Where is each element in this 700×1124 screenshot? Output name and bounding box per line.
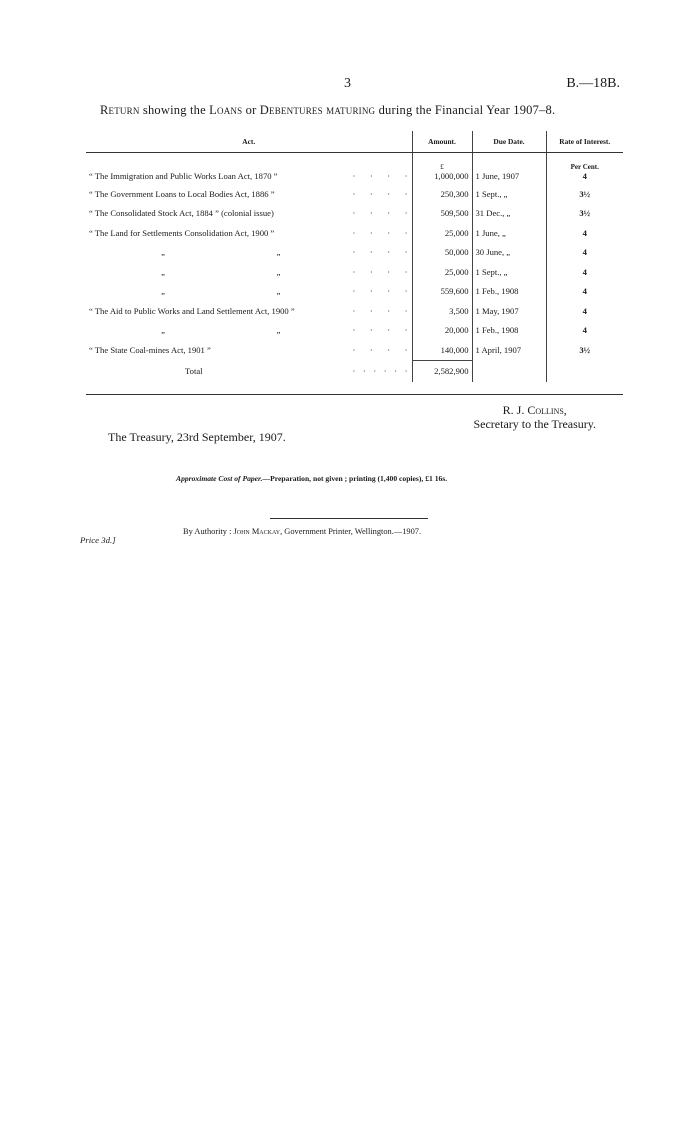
act-cell (86, 243, 412, 263)
dot-leader: · · · · · · (352, 365, 409, 376)
amount-cell (412, 321, 472, 341)
dot-leader: · · · · (352, 208, 409, 219)
act-cell (86, 204, 412, 224)
rate-cell (546, 340, 623, 360)
rate-value: 4 (582, 305, 587, 316)
act-cell (86, 262, 412, 282)
act-cell (86, 223, 412, 243)
rate-value: 4 (582, 171, 587, 181)
footer-rule (270, 518, 428, 519)
authority-line (183, 527, 421, 536)
amount-cell (412, 243, 472, 263)
due-date-cell: 1 Feb., 1908 (472, 282, 546, 302)
page-number: 3 (344, 76, 351, 91)
table-header-row (86, 131, 623, 153)
title-words-showing: showing the (142, 103, 206, 117)
rate-value: 4 (582, 247, 587, 258)
ditto-marks: „ „ (161, 325, 281, 336)
treasury-date-line: The Treasury, 23rd September, 1907. (108, 430, 286, 444)
amount-value: 3,500 (449, 305, 469, 316)
amount-cell (412, 184, 472, 204)
table-row (86, 243, 623, 263)
table-row (86, 282, 623, 302)
signatory-title: Secretary to the Treasury. (473, 417, 596, 431)
rate-value: 4 (582, 286, 587, 297)
dot-leader: · · · · (352, 188, 409, 199)
rate-cell (546, 301, 623, 321)
amount-value: 140,000 (440, 344, 469, 355)
rate-cell (546, 282, 623, 302)
title-words-during: during the Financial Year 1907–8. (378, 103, 556, 117)
act-cell (86, 340, 412, 360)
act-cell (86, 321, 412, 341)
total-row (86, 360, 623, 382)
dot-leader: · · · · (352, 286, 409, 297)
amount-value: 1,000,000 (434, 171, 469, 181)
dot-leader: · · · · (352, 266, 409, 277)
rate-cell (546, 204, 623, 224)
printer-name: John Mackay, (233, 527, 283, 536)
authority-suffix: Government Printer, Wellington.—1907. (284, 527, 422, 536)
price-note: Price 3d.] (80, 535, 116, 545)
table-row (86, 153, 623, 185)
rate-value: 3½ (579, 345, 591, 355)
amount-value: 20,000 (444, 325, 469, 336)
total-cell (86, 360, 412, 382)
rate-value: 3½ (579, 208, 591, 219)
act-cell (86, 282, 412, 302)
amount-cell (412, 301, 472, 321)
ditto-marks: „ „ (161, 266, 281, 277)
dot-leader: · · · · (352, 345, 409, 355)
cost-note (176, 474, 447, 483)
act-name: “ The State Coal-mines Act, 1901 ” (89, 345, 211, 355)
due-date-cell: 1 April, 1907 (472, 340, 546, 360)
header-act: Act. (86, 131, 412, 153)
document-title (100, 103, 555, 118)
table-row (86, 301, 623, 321)
due-date-cell: 31 Dec., „ (472, 204, 546, 224)
rate-value: 4 (582, 266, 587, 277)
signature-block (473, 403, 596, 431)
rate-value: 3½ (579, 188, 591, 199)
amount-cell (412, 204, 472, 224)
title-word-return: Return (100, 103, 140, 117)
act-name: “ The Aid to Public Works and Land Settlement Act, 1900 ” (89, 305, 295, 316)
due-date-cell: 1 June, 1907 (472, 153, 546, 185)
table-row (86, 340, 623, 360)
amount-value: 50,000 (444, 247, 469, 258)
due-date-cell: 30 June, „ (472, 243, 546, 263)
dot-leader: · · · · (352, 171, 409, 181)
amount-cell (412, 282, 472, 302)
rate-value: 4 (582, 325, 587, 336)
act-name: “ The Government Loans to Local Bodies Act, 1886 ” (89, 188, 275, 199)
due-date-cell: 1 Sept., „ (472, 262, 546, 282)
dot-leader: · · · · (352, 305, 409, 316)
act-name: “ The Land for Settlements Consolidation Act, 1900 ” (89, 227, 275, 238)
dot-leader: · · · · (352, 227, 409, 238)
table-row (86, 184, 623, 204)
rate-cell (546, 223, 623, 243)
document-reference: B.—18B. (566, 76, 620, 91)
header-due-date: Due Date. (472, 131, 546, 153)
amount-value: 25,000 (444, 266, 469, 277)
title-words-debentures: Debentures maturing (259, 103, 376, 117)
due-date-cell: 1 June, „ (472, 223, 546, 243)
amount-cell (412, 223, 472, 243)
table-body (86, 153, 623, 382)
table-row (86, 204, 623, 224)
total-label: Total (185, 365, 203, 376)
amount-value: 25,000 (444, 227, 469, 238)
header-amount: Amount. (412, 131, 472, 153)
due-date-cell: 1 Sept., „ (472, 184, 546, 204)
amount-cell (412, 340, 472, 360)
rate-cell (546, 153, 623, 185)
rate-cell (546, 184, 623, 204)
rate-value: 4 (582, 227, 587, 238)
act-cell (86, 301, 412, 321)
act-name: “ The Consolidated Stock Act, 1884 ” (colonial issue) (89, 208, 274, 219)
cost-note-label: Approximate Cost of Paper. (176, 474, 263, 483)
rate-cell (546, 321, 623, 341)
loans-table (86, 131, 623, 382)
table-row (86, 262, 623, 282)
rate-unit: Per Cent. (570, 163, 599, 171)
amount-unit: £ (440, 162, 444, 171)
amount-value: 250,300 (440, 188, 469, 199)
table-row (86, 223, 623, 243)
due-date-cell: 1 Feb., 1908 (472, 321, 546, 341)
authority-prefix: By Authority : (183, 527, 232, 536)
title-word-loans: Loans (209, 103, 243, 117)
signatory-name: R. J. Collins, (502, 403, 567, 417)
dot-leader: · · · · (352, 247, 409, 258)
act-cell (86, 153, 412, 185)
rate-cell (546, 262, 623, 282)
dot-leader: · · · · (352, 325, 409, 336)
rate-cell (546, 243, 623, 263)
act-name: “ The Immigration and Public Works Loan Act, 1870 ” (89, 171, 278, 181)
total-amount: 2,582,900 (412, 360, 472, 382)
amount-cell (412, 153, 472, 185)
ditto-marks: „ „ (161, 247, 281, 258)
title-word-or: or (245, 103, 257, 117)
cost-note-text: —Preparation, not given ; printing (1,400 copies), £1 16s. (262, 474, 448, 483)
due-date-cell: 1 May, 1907 (472, 301, 546, 321)
amount-cell (412, 262, 472, 282)
header-rate: Rate of Interest. (546, 131, 623, 153)
table-bottom-rule (86, 394, 623, 395)
amount-value: 509,500 (440, 208, 469, 219)
ditto-marks: „ „ (161, 286, 281, 297)
table-row (86, 321, 623, 341)
amount-value: 559,600 (440, 286, 469, 297)
act-cell (86, 184, 412, 204)
